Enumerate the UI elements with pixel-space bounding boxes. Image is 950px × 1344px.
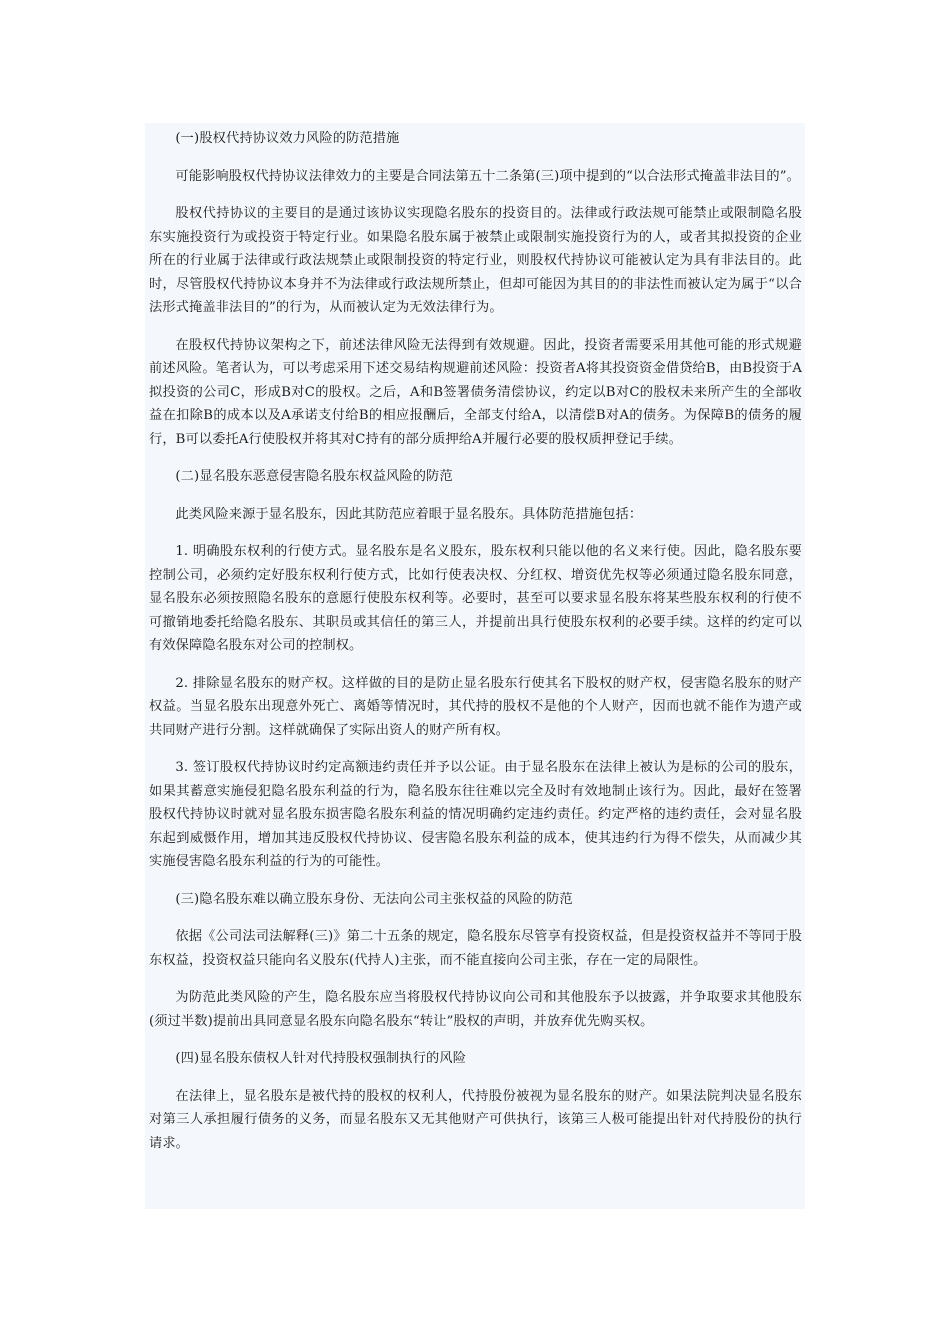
paragraph-disclosure: 为防范此类风险的产生，隐名股东应当将股权代持协议向公司和其他股东予以披露，并争取要求其他股东(须过半数)提前出具同意显名股东向隐名股东“转让”股权的声明，并放弃优先购买权。: [149, 990, 802, 1029]
list-item-1: 1. 明确股东权利的行使方式。显名股东是名义股东，股东权利只能以他的名义来行使。因此，隐名股东要控制公司，必须约定好股东权利行使方式，比如行使表决权、分红权、增资优先权等必须通过隐名股东同意，显名股东必须按照隐名股东的意愿行使股东权利等。必要时，甚至可以要求显名股东将某些股东权利的行使不可撤销地委托给隐名股东、其职员或其信任的第三人，并提前出具行使股东权利的必要手续。这样的约定可以有效保障隐名股东对公司的控制权。: [149, 544, 802, 653]
paragraph-contract-law: 可能影响股权代持协议法律效力的主要是合同法第五十二条第(三)项中提到的“以合法形式掩盖非法目的”。: [175, 168, 800, 184]
list-item-2: 2. 排除显名股东的财产权。这样做的目的是防止显名股东行使其名下股权的财产权，侵害隐名股东的财产权益。当显名股东出现意外死亡、离婚等情况时，其代持的股权不是他的个人财产，因而也就不能作为遗产或共同财产进行分割。这样就确保了实际出资人的财产所有权。: [149, 675, 802, 738]
list-item-3: 3. 签订股权代持协议时约定高额违约责任并予以公证。由于显名股东在法律上被认为是标的公司的股东，如果其蓄意实施侵犯隐名股东利益的行为，隐名股东往往难以完全及时有效地制止该行为。因此，最好在签署股权代持协议时就对显名股东损害隐名股东利益的情况明确约定违约责任。约定严格的违约责任，会对显名股东起到威慑作用，增加其违反股权代持协议、侵害隐名股东利益的成本，使其违约行为得不偿失，从而减少其实施侵害隐名股东利益的行为的可能性。: [149, 760, 802, 869]
section-heading-4: (四)显名股东债权人针对代持股权强制执行的风险: [175, 1051, 467, 1066]
section-heading-2: (二)显名股东恶意侵害隐名股东权益风险的防范: [175, 469, 453, 484]
document-content-panel: [145, 123, 805, 1209]
section-heading-3: (三)隐名股东难以确立股东身份、无法向公司主张权益的风险的防范: [175, 891, 573, 907]
section-heading-1: (一)股权代持协议效力风险的防范措施: [175, 131, 400, 146]
paragraph-agreement-purpose: 股权代持协议的主要目的是通过该协议实现隐名股东的投资目的。法律或行政法规可能禁止或限制隐名股东实施投资行为或投资于特定行业。如果隐名股东属于被禁止或限制实施投资行为的人，或者其拟投资的企业所在的行业属于法律或行政法规禁止或限制投资的特定行业，则股权代持协议可能被认定为具有非法目的。此时，尽管股权代持协议本身并不为法律或行政法规所禁止，但却可能因为其目的的非法性而被认定为属于“以合法形式掩盖非法目的”的行为，从而被认定为无效法律行为。: [149, 206, 802, 315]
paragraph-judicial-interpretation: 依据《公司法司法解释(三)》第二十五条的规定，隐名股东尽管享有投资权益，但是投资权益并不等同于股东权益，投资权益只能向名义股东(代持人)主张，而不能直接向公司主张，存在一定的局限性。: [149, 929, 802, 968]
paragraph-transaction-structure: 在股权代持协议架构之下，前述法律风险无法得到有效规避。因此，投资者需要采用其他可能的形式规避前述风险。笔者认为，可以考虑采用下述交易结构规避前述风险：投资者A将其投资资金借贷给B，由B投资于A拟投资的公司C，形成B对C的股权。之后，A和B签署债务清偿协议，约定以B对C的股权未来所产生的全部收益在扣除B的成本以及A承诺支付给B的相应报酬后，全部支付给A，以清偿B对A的债务。为保障B的债务的履行，B可以委托A行使股权并将其对C持有的部分质押给A并履行必要的股权质押登记手续。: [149, 337, 802, 447]
paragraph-enforcement-risk: 在法律上，显名股东是被代持的股权的权利人，代持股份被视为显名股东的财产。如果法院判决显名股东对第三人承担履行债务的义务，而显名股东又无其他财产可供执行，该第三人极可能提出针对代持股份的执行请求。: [149, 1088, 802, 1151]
paragraph-risk-source: 此类风险来源于显名股东，因此其防范应着眼于显名股东。具体防范措施包括：: [175, 506, 643, 522]
